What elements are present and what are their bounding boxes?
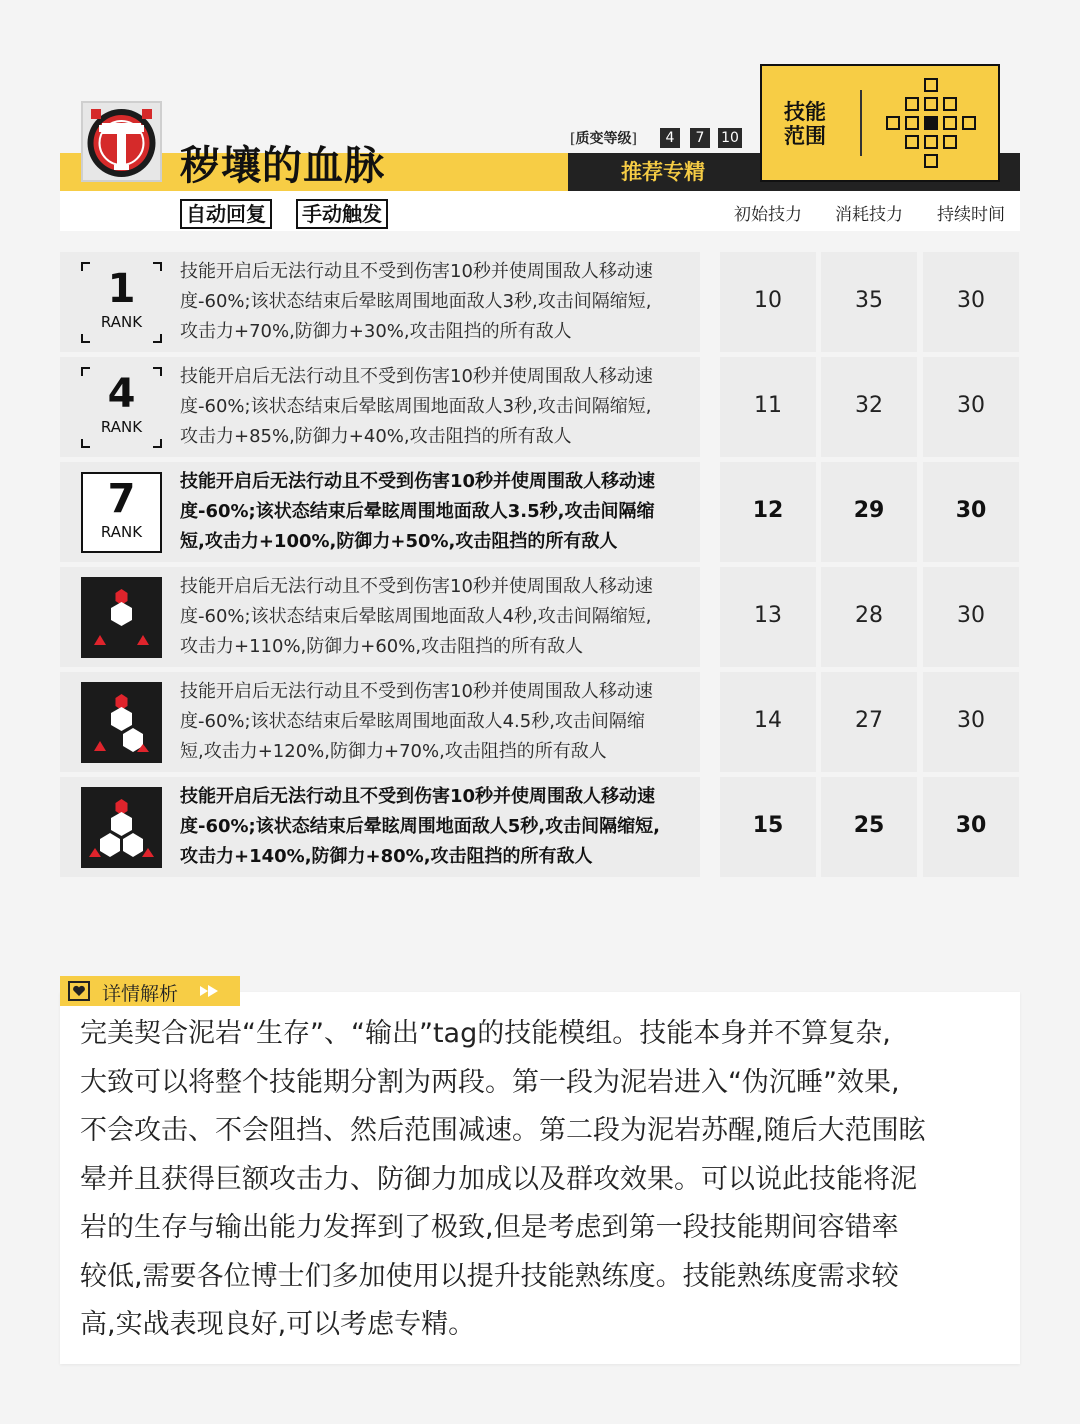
desc-line: 技能开启后无法行动且不受到伤害10秒并使周围敌人移动速: [180, 471, 656, 492]
sp-cost-value: 25: [853, 813, 885, 838]
analysis-line: 较低,需要各位博士们多加使用以提升技能熟练度。技能熟练度需求较: [80, 1260, 899, 1292]
range-cell: [886, 116, 900, 130]
range-divider: [860, 90, 862, 156]
range-label: [784, 100, 826, 148]
range-cell: [943, 135, 957, 149]
range-cell: [905, 97, 919, 111]
range-cell: [943, 97, 957, 111]
rank-7-icon: [81, 472, 162, 553]
sp-cost-value: 32: [855, 393, 883, 418]
range-label-line2: 范围: [784, 124, 826, 148]
rank-word: RANK: [100, 523, 143, 541]
range-center-cell: [924, 116, 938, 130]
col-header-duration: 持续时间: [937, 205, 1005, 225]
desc-line: 技能开启后无法行动且不受到伤害10秒并使周围敌人移动速: [180, 261, 653, 282]
skill-description: [180, 572, 690, 662]
play-arrows-icon: [200, 985, 222, 997]
initial-sp-value: 14: [754, 708, 782, 733]
skill-description: [180, 782, 690, 872]
heart-note-icon: [68, 981, 90, 1001]
desc-line: 短,攻击力+100%,防御力+50%,攻击阻挡的所有敌人: [180, 531, 618, 552]
quality-level-box: 4: [660, 128, 680, 148]
analysis-line: 岩的生存与输出能力发挥到了极致,但是考虑到第一段技能期间容错率: [80, 1212, 899, 1243]
sp-cost-value: 29: [853, 498, 885, 523]
desc-line: 技能开启后无法行动且不受到伤害10秒并使周围敌人移动速: [180, 576, 653, 597]
desc-line: 攻击力+85%,防御力+40%,攻击阻挡的所有敌人: [180, 426, 572, 447]
quality-level-text: 质变等级: [575, 131, 632, 147]
duration-value: 30: [957, 708, 985, 733]
col-header-sp-cost: 消耗技力: [835, 205, 903, 225]
sp-cost-value: 35: [855, 288, 883, 313]
skill-range-card: [760, 64, 1000, 182]
tag-manual-trigger: 手动触发: [296, 199, 388, 229]
desc-line: 攻击力+140%,防御力+80%,攻击阻挡的所有敌人: [180, 846, 593, 867]
range-cell: [905, 116, 919, 130]
analysis-line: 大致可以将整个技能期分割为两段。第一段为泥岩进入“伪沉睡”效果,: [80, 1066, 900, 1098]
duration-value: 30: [955, 813, 987, 838]
desc-line: 度-60%;该状态结束后晕眩周围地面敌人4秒,攻击间隔缩短,: [180, 606, 652, 627]
initial-sp-value: 10: [754, 288, 782, 313]
rank-1-icon: [81, 262, 162, 343]
range-cell: [924, 78, 938, 92]
duration-value: 30: [957, 288, 985, 313]
sp-cost-value: 28: [855, 603, 883, 628]
desc-line: 攻击力+110%,防御力+60%,攻击阻挡的所有敌人: [180, 636, 584, 657]
analysis-line: 完美契合泥岩“生存”、“输出”tag的技能模组。技能本身并不算复杂,: [80, 1018, 891, 1049]
desc-line: 度-60%;该状态结束后晕眩周围地面敌人5秒,攻击间隔缩短,: [180, 816, 660, 837]
analysis-text: [80, 1010, 1005, 1350]
col-header-initial-sp: 初始技力: [734, 205, 802, 225]
desc-line: 度-60%;该状态结束后晕眩周围地面敌人4.5秒,攻击间隔缩: [180, 711, 645, 732]
skill-name: 秽壤的血脉: [180, 142, 385, 189]
rank-number: 7: [107, 476, 136, 522]
initial-sp-value: 12: [752, 498, 784, 523]
initial-sp-value: 15: [752, 813, 784, 838]
mastery-2-icon: [81, 682, 162, 763]
rank-4-icon: [81, 367, 162, 448]
desc-line: 短,攻击力+120%,防御力+70%,攻击阻挡的所有敌人: [180, 741, 607, 762]
initial-sp-value: 11: [754, 393, 782, 418]
analysis-line: 高,实战表现良好,可以考虑专精。: [80, 1309, 476, 1340]
rank-number: 4: [107, 371, 136, 417]
quality-level-box: 10: [718, 128, 742, 148]
sp-cost-value: 27: [855, 708, 883, 733]
range-grid: [884, 78, 994, 178]
range-cell: [943, 116, 957, 130]
range-cell: [924, 97, 938, 111]
rank-word: RANK: [100, 313, 143, 331]
range-label-line1: 技能: [784, 100, 826, 124]
desc-line: 技能开启后无法行动且不受到伤害10秒并使周围敌人移动速: [180, 366, 653, 387]
duration-value: 30: [955, 498, 987, 523]
skill-description: [180, 467, 690, 557]
desc-line: 度-60%;该状态结束后晕眩周围地面敌人3秒,攻击间隔缩短,: [180, 291, 652, 312]
analysis-line: 晕并且获得巨额攻击力、防御力加成以及群攻效果。可以说此技能将泥: [80, 1163, 917, 1195]
range-cell: [924, 135, 938, 149]
range-cell: [924, 154, 938, 168]
duration-value: 30: [957, 603, 985, 628]
analysis-line: 不会攻击、不会阻挡、然后范围减速。第二段为泥岩苏醒,随后大范围眩: [80, 1115, 926, 1146]
rank-word: RANK: [100, 418, 143, 436]
range-cell: [962, 116, 976, 130]
quality-level-label: [质变等级]: [570, 131, 637, 147]
desc-line: 度-60%;该状态结束后晕眩周围地面敌人3秒,攻击间隔缩短,: [180, 396, 652, 417]
desc-line: 技能开启后无法行动且不受到伤害10秒并使周围敌人移动速: [180, 681, 653, 702]
skill-description: [180, 677, 690, 767]
quality-level-box: 7: [690, 128, 710, 148]
desc-line: 技能开启后无法行动且不受到伤害10秒并使周围敌人移动速: [180, 786, 656, 807]
mastery-1-icon: [81, 577, 162, 658]
range-cell: [905, 135, 919, 149]
analysis-tab-label: 详情解析: [102, 983, 179, 1005]
recommend-mastery: 推荐专精: [621, 160, 705, 184]
desc-line: 度-60%;该状态结束后晕眩周围地面敌人3.5秒,攻击间隔缩: [180, 501, 655, 522]
mastery-3-icon: [81, 787, 162, 868]
hammer-icon: [81, 101, 162, 182]
tag-auto-recovery: 自动回复: [180, 199, 272, 229]
skill-description: [180, 257, 690, 347]
duration-value: 30: [957, 393, 985, 418]
desc-line: 攻击力+70%,防御力+30%,攻击阻挡的所有敌人: [180, 321, 572, 342]
rank-number: 1: [107, 266, 136, 312]
skill-description: [180, 362, 690, 452]
initial-sp-value: 13: [754, 603, 782, 628]
